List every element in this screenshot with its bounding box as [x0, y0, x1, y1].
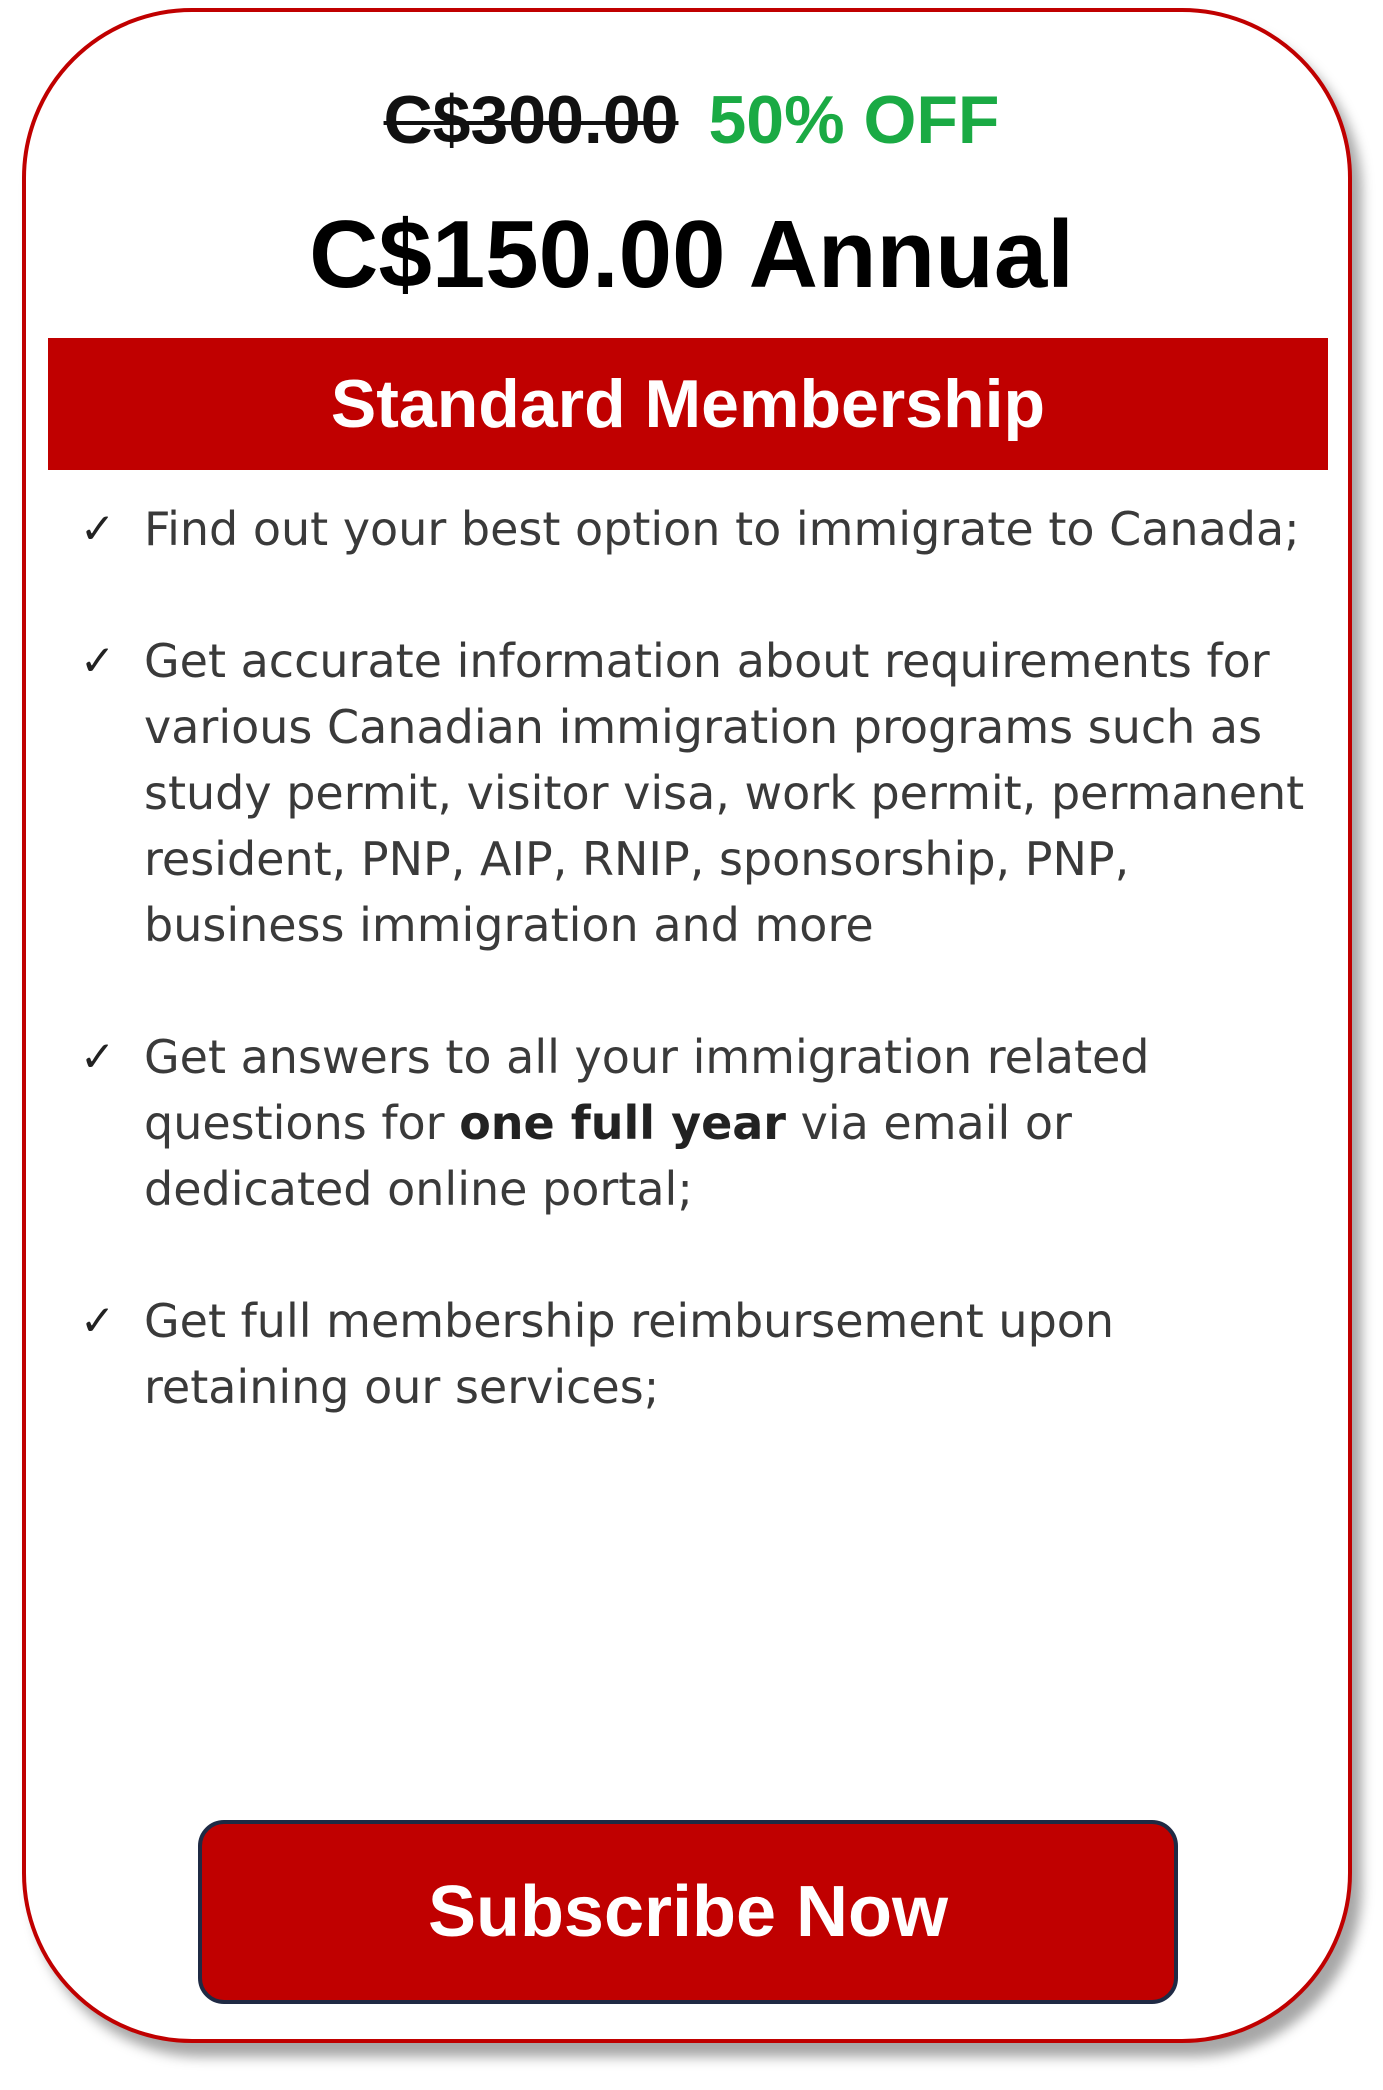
feature-text [144, 1024, 1310, 1222]
check-icon: ✓ [80, 504, 116, 553]
feature-list [80, 496, 1310, 1486]
feature-text-part: via email or dedicated online portal; [144, 1096, 1072, 1216]
check-icon: ✓ [80, 1032, 116, 1081]
discount-badge: 50% OFF [708, 82, 1000, 158]
original-price: C$300.00 [383, 82, 679, 158]
feature-text: Get full membership reimbursement upon retaining our services; [144, 1294, 1115, 1414]
check-icon: ✓ [80, 1296, 116, 1345]
current-price: C$150.00 Annual [309, 201, 1074, 308]
feature-text: Get accurate information about requirements for various Canadian immigration programs such as study permit, visitor visa, work permit, permanent resident, PNP, AIP, RNIP, sponsorship, PNP, business immigration and more [144, 634, 1305, 952]
plan-title: Standard Membership [330, 366, 1046, 442]
feature-item [80, 496, 1310, 562]
feature-text-part: Get answers to all your immigration related questions for [144, 1030, 1150, 1150]
subscribe-button-label: Subscribe Now [427, 1872, 949, 1952]
subscribe-button[interactable] [198, 1820, 1178, 2004]
feature-item [80, 628, 1310, 958]
feature-highlight: one full year [459, 1096, 786, 1150]
feature-item [80, 1288, 1310, 1420]
feature-item [80, 1024, 1310, 1222]
feature-text: Find out your best option to immigrate to Canada; [144, 502, 1300, 556]
price-row [0, 75, 1383, 165]
check-icon: ✓ [80, 636, 116, 685]
plan-banner [48, 338, 1328, 470]
